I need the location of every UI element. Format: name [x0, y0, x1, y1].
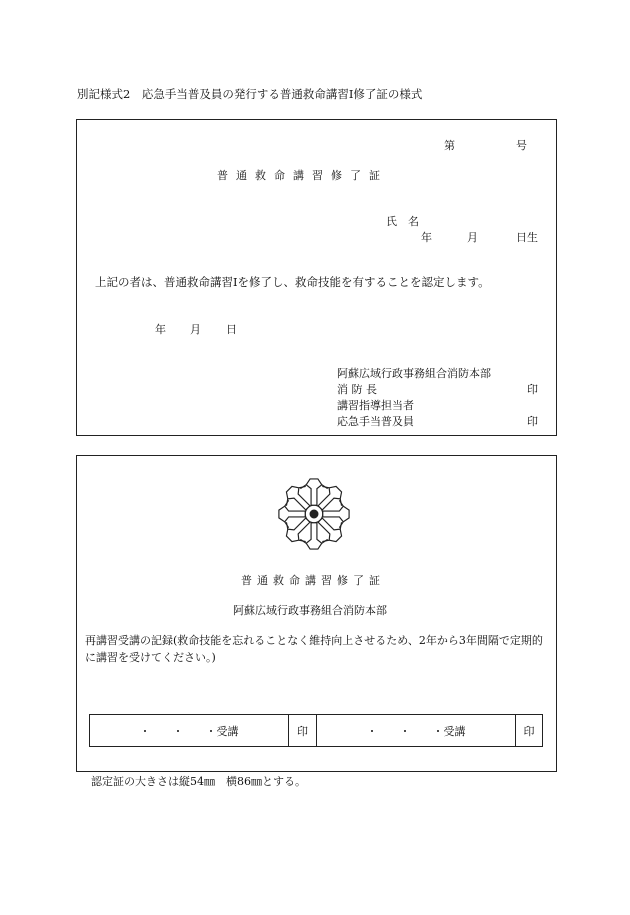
certification-statement: 上記の者は、普通救命講習Ⅰを修了し、救命技能を有することを認定します。 [95, 275, 490, 289]
size-footnote: 認定証の大きさは縦54㎜ 横86㎜とする。 [91, 775, 306, 788]
certificate-title: 普通救命講習修了証 [217, 169, 388, 182]
retraining-note: 再講習受講の記録(救命技能を忘れることなく維持向上させるため、2年から3年間隔で定期的に講習を受けてください。) [85, 634, 543, 664]
page-heading: 別記様式2 応急手当普及員の発行する普通救命講習Ⅰ修了証の様式 [77, 87, 423, 101]
record-date-1: ・ ・ ・受講 [90, 715, 289, 746]
back-organization: 阿蘇広域行政事務組合消防本部 [233, 604, 387, 617]
number-suffix: 号 [516, 139, 527, 152]
birth-month: 月 [467, 231, 478, 244]
birth-year: 年 [421, 231, 432, 244]
fire-department-emblem-icon [275, 475, 353, 553]
name-label: 氏 名 [386, 215, 419, 228]
instructor-role: 応急手当普及員 [337, 415, 414, 428]
chief-seal: 印 [527, 383, 538, 396]
back-title: 普通救命講習修了証 [241, 574, 385, 587]
issue-day: 日 [226, 323, 237, 336]
record-seal-1: 印 [289, 715, 317, 746]
record-seal-2: 印 [523, 724, 535, 738]
birth-day: 日生 [516, 231, 538, 244]
chief-title: 消 防 長 [337, 383, 377, 396]
instructor-seal: 印 [527, 415, 538, 428]
instructor-label: 講習指導担当者 [337, 399, 414, 412]
issuing-organization: 阿蘇広域行政事務組合消防本部 [337, 367, 491, 380]
number-prefix: 第 [444, 139, 455, 152]
issue-year: 年 [155, 323, 166, 336]
issue-month: 月 [190, 323, 201, 336]
record-date-2: ・ ・ ・受講 [317, 715, 516, 746]
retraining-record-table [89, 714, 543, 747]
